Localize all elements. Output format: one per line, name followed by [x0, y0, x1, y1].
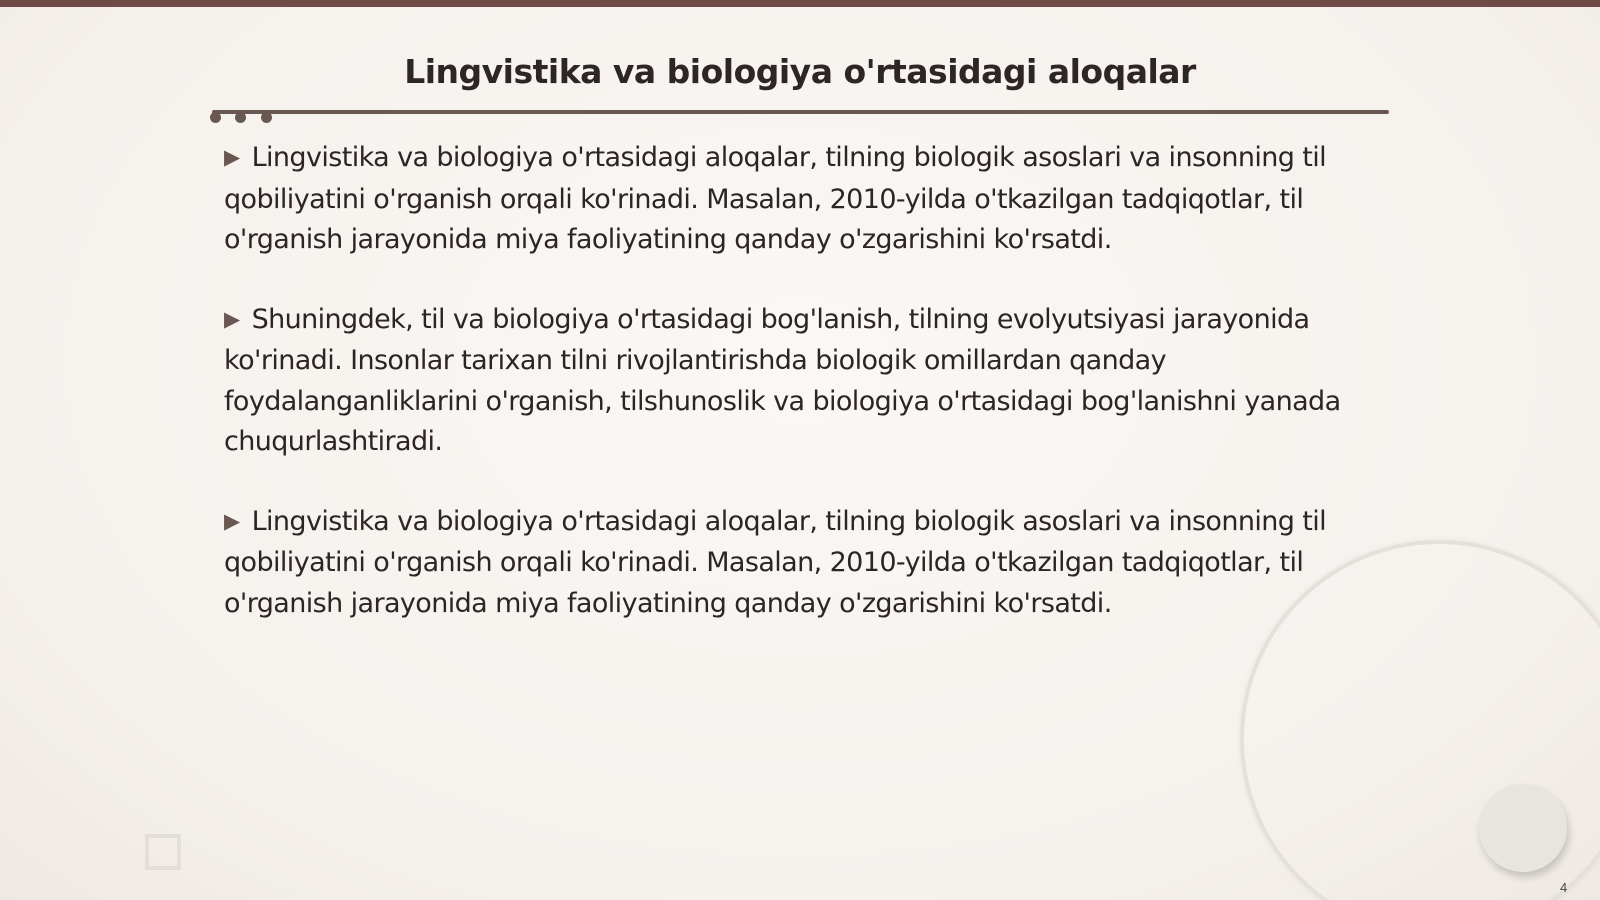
bullet-item [224, 502, 1374, 625]
top-accent-bar [0, 0, 1600, 7]
bullet-arrow-icon: ▶ [224, 508, 240, 533]
title-underline [212, 110, 1389, 114]
bullet-text: Lingvistika va biologiya o'rtasidagi aloqalar, tilning biologik asoslari va insonning til qobiliyatini o'rganish orqali ko'rinadi. Masalan, 2010-yilda o'tkazilgan tadqiqotlar, til o'rganish jarayonida miya faoliyatining qanday o'zgarishini ko'rsatdi. [224, 142, 1327, 255]
bullet-arrow-icon: ▶ [224, 145, 240, 169]
bullet-item [224, 138, 1374, 261]
slide-title: Lingvistika va biologiya o'rtasidagi aloqalar [404, 52, 1196, 91]
page-number: 4 [1560, 880, 1568, 895]
bullet-text: Lingvistika va biologiya o'rtasidagi aloqalar, tilning biologik asoslari va insonning til qobiliyatini o'rganish orqali ko'rinadi. Masalan, 2010-yilda o'tkazilgan tadqiqotlar, til o'rganish jarayonida miya faoliyatining qanday o'zgarishini ko'rsatdi. [224, 505, 1327, 619]
decorative-dot [261, 112, 272, 123]
decorative-square [145, 834, 181, 870]
bullet-list [224, 138, 1374, 663]
decorative-circle [1479, 784, 1567, 872]
bullet-item [224, 300, 1374, 463]
bullet-text: Shuningdek, til va biologiya o'rtasidagi bog'lanish, tilning evolyutsiyasi jarayonida ko'rinadi. Insonlar tarixan tilni rivojlantirishda biologik omillardan qanday foydalanganliklarini o'rganish, tilshunoslik va biologiya o'rtasidagi bog'lanishni yanada chuqurlashtiradi. [224, 303, 1341, 457]
decorative-dot [210, 112, 221, 123]
bullet-arrow-icon: ▶ [224, 306, 240, 331]
decorative-dot [235, 112, 246, 123]
